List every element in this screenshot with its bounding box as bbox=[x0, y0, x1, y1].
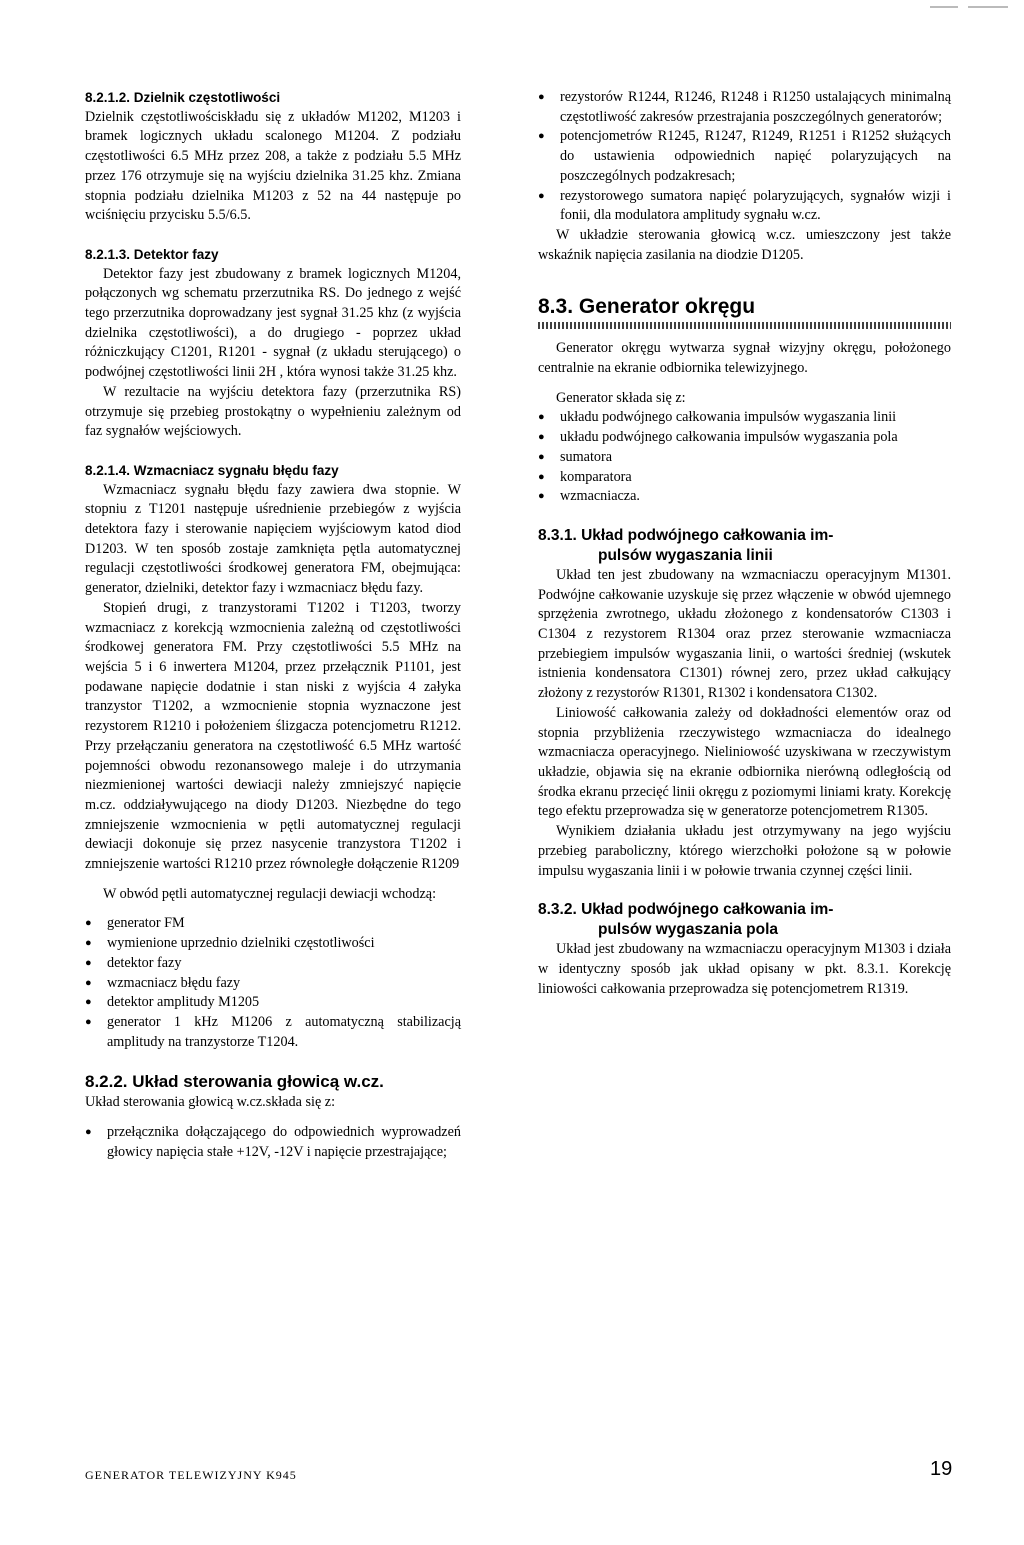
page-number: 19 bbox=[930, 1458, 953, 1480]
list-item: ● generator FM bbox=[85, 914, 461, 934]
heading-8-2-1-4: 8.2.1.4. Wzmacniacz sygnału błędu fazy bbox=[85, 462, 339, 478]
heading-8-2-2: 8.2.2. Układ sterowania głowicą w.cz. bbox=[85, 1072, 384, 1092]
paragraph: Generator okręgu wytwarza sygnał wizyjny okręgu, położonego centralnie na ekranie odbiornika telewizyjnego. bbox=[538, 340, 951, 377]
bullet-list bbox=[85, 1123, 461, 1162]
list-item: ● rezystorów R1244, R1246, R1248 i R1250 ustalających minimalną częstotliwość zakresów przestrajania poszczególnych generatorów; bbox=[538, 88, 951, 127]
bullet-list bbox=[85, 914, 461, 1052]
list-item: ● detektor fazy bbox=[85, 954, 461, 974]
top-rule-2 bbox=[968, 6, 1008, 8]
section-heading-8-3: 8.3. Generator okręgu bbox=[538, 295, 756, 319]
paragraph: Detektor fazy jest zbudowany z bramek logicznych M1204, połączonych wg schematu przerzutnika RS. Do jednego z wejść tego przerzutnika doprowadzany jest sygnał 31.25 khz (z wyjścia dzielnika częstotliwości), a do drugiego - poprzez układ różniczkujący C1201, R1201 - sygnał (z układu sterującego) o podwójnej częstotliwości linii 2H , która wynosi także 31.25 khz. bbox=[85, 265, 461, 381]
paragraph: Generator składa się z: bbox=[556, 389, 686, 406]
paragraph: W obwód pętli automatycznej regulacji dewiacji wchodzą: bbox=[103, 885, 437, 902]
list-item: ● potencjometrów R1245, R1247, R1249, R1251 i R1252 służących do ustawienia odpowiednich napięć polaryzujących na poszczególnych podzakresach; bbox=[538, 127, 951, 186]
heading-8-2-1-3: 8.2.1.3. Detektor fazy bbox=[85, 246, 219, 262]
left-column bbox=[85, 88, 461, 1162]
right-column bbox=[538, 88, 951, 999]
heading-line-2: pulsów wygaszania pola bbox=[598, 921, 779, 939]
paragraph: W układzie sterowania głowicą w.cz. umieszczony jest także wskaźnik napięcia zasilania na diodzie D1205. bbox=[538, 226, 951, 263]
list-item: ● wymienione uprzednio dzielniki częstotliwości bbox=[85, 934, 461, 954]
list-item: ● sumatora bbox=[538, 448, 951, 468]
section-heading-8-3-1 bbox=[538, 526, 951, 566]
section-heading-8-3-2 bbox=[538, 900, 951, 940]
paragraph: Układ ten jest zbudowany na wzmacniaczu operacyjnym M1301. Podwójne całkowanie uzyskuje się przez włączenie w obwód ujemnego sprzężenia zwrotnego, układu złożonego z kondensatorów C1303 i C1304 z rezystorem R1304 oraz przez sterowanie wzmacniacza przebiegiem impulsów wygaszania linii, o wartości średniej (wskutek istnienia kondensatora C1301) równej zero, przez układ całkujący złożony z rezystorów R1301, R1302 i kondensatora C1302. bbox=[538, 566, 951, 702]
list-item: ● rezystorowego sumatora napięć polaryzujących, sygnałów wizji i fonii, dla modulatora amplitudy sygnału w.cz. bbox=[538, 187, 951, 226]
list-item: ● układu podwójnego całkowania impulsów wygaszania linii bbox=[538, 408, 951, 428]
section-underline-hatch bbox=[538, 322, 951, 329]
paragraph: Stopień drugi, z tranzystorami T1202 i T1203, tworzy wzmacniacz z korekcją wzmocnienia zależną od częstotliwości środkowej generatora FM. Przy częstotliwości 5.5 MHz na wejścia 5 i 6 inwertera M1204, przez przełącznik P1101, jest podawane napięcie dodatnie i stan niski z wyjścia 4 załyka tranzystor T1202, a wzmocnienie stopnia wyznaczone jest rezystorem R1210 i położeniem ślizgacza potencjometru R1212. Przy przełączaniu generatora na częstotliwość 6.5 MHz wartość pojemności obwodu rezonansowego maleje i do utrzymania niezmienionej wartości dewiacji należy zmniejszyć napięcie m.cz. oddziaływującego na diody D1203. Niezbędne do tego zmniejszenie wzmocnienia w pętli automatycznej regulacji dewiacji dokonuje się przez nasycenie tranzystora T1202 i zmniejszenie wartości R1210 przez równoległe dołączenie R1209 bbox=[85, 599, 461, 873]
footer-title: GENERATOR TELEWIZYJNY K945 bbox=[85, 1468, 297, 1482]
list-item: ● generator 1 kHz M1206 z automatyczną stabilizacją amplitudy na tranzystorze T1204. bbox=[85, 1013, 461, 1052]
heading-8-2-1-2: 8.2.1.2. Dzielnik częstotliwości bbox=[85, 90, 281, 105]
list-item: ● wzmacniacza. bbox=[538, 487, 951, 507]
top-rule-1 bbox=[930, 6, 958, 8]
paragraph: W rezultacie na wyjściu detektora fazy (przerzutnika RS) otrzymuje się przebieg prostokątny o wypełnieniu zależnym od faz sygnałów wejściowych. bbox=[85, 383, 461, 440]
bullet-list bbox=[538, 408, 951, 507]
paragraph: Wynikiem działania układu jest otrzymywany na jego wyjściu przebieg paraboliczny, którego wierzchołki położone są w połowie impulsu wygaszania linii i w połowie trwania czynnej części linii. bbox=[538, 823, 951, 879]
heading-line-2: pulsów wygaszania linii bbox=[598, 546, 773, 564]
paragraph: Wzmacniacz sygnału błędu fazy zawiera dwa stopnie. W stopniu z T1201 następuje uśrednienie przebiegów z wyjścia detektora fazy i sterowanie napięciem wyjściowym katod diod D1203. W ten sposób zostaje zamknięta pętla automatycznej regulacji częstotliwości środkowej generatora FM, obejmująca: generator, dzielniki, detektor fazy i wzmacniacz błędu fazy. bbox=[85, 481, 461, 597]
heading-line-1: 8.3.2. Układ podwójnego całkowania im- bbox=[538, 901, 834, 919]
list-item: ● detektor amplitudy M1205 bbox=[85, 993, 461, 1013]
paragraph: Układ sterowania głowicą w.cz.składa się z: bbox=[85, 1094, 336, 1111]
list-item: ● wzmacniacz błędu fazy bbox=[85, 974, 461, 994]
paragraph: Liniowość całkowania zależy od dokładności elementów oraz od stopnia przybliżenia rzeczywistego wzmacniacza do idealnego wzmacniacza operacyjnego. Nieliniowość uzyskiwana w rzeczywistym układzie, objawia się na ekranie odbiornika nierówną odległością od środka ekranu przecięć linii okręgu z poziomymi liniami kraty. Korekcję tego efektu przeprowadza się w generatorze potencjometrem R1305. bbox=[538, 704, 951, 820]
list-item: ● przełącznika dołączającego do odpowiednich wyprowadzeń głowicy napięcia stałe +12V, -12V i napięcie przestrajające; bbox=[85, 1123, 461, 1162]
list-item: ● układu podwójnego całkowania impulsów wygaszania pola bbox=[538, 428, 951, 448]
paragraph: Dzielnik częstotliwościskładu się z układów M1202, M1203 i bramek logicznych układu scalonego M1204. Z podziału częstotliwości 6.5 MHz przez 208, a także z podziału 5.5 MHz przez 176 otrzymuje się na wyjściu dzielnika 31.25 khz. Zmiana stopnia podziału dzielnika M1203 z 52 na 44 następuje po wciśnięciu przycisku 5.5/6.5. bbox=[85, 108, 461, 224]
bullet-list bbox=[538, 88, 951, 226]
paragraph: Układ jest zbudowany na wzmacniaczu operacyjnym M1303 i działa w identyczny sposób jak układ opisany w pkt. 8.3.1. Korekcję liniowości całkowania przeprowadza się potencjometrem R1319. bbox=[538, 941, 951, 997]
heading-line-1: 8.3.1. Układ podwójnego całkowania im- bbox=[538, 526, 834, 544]
list-item: ● komparatora bbox=[538, 468, 951, 488]
